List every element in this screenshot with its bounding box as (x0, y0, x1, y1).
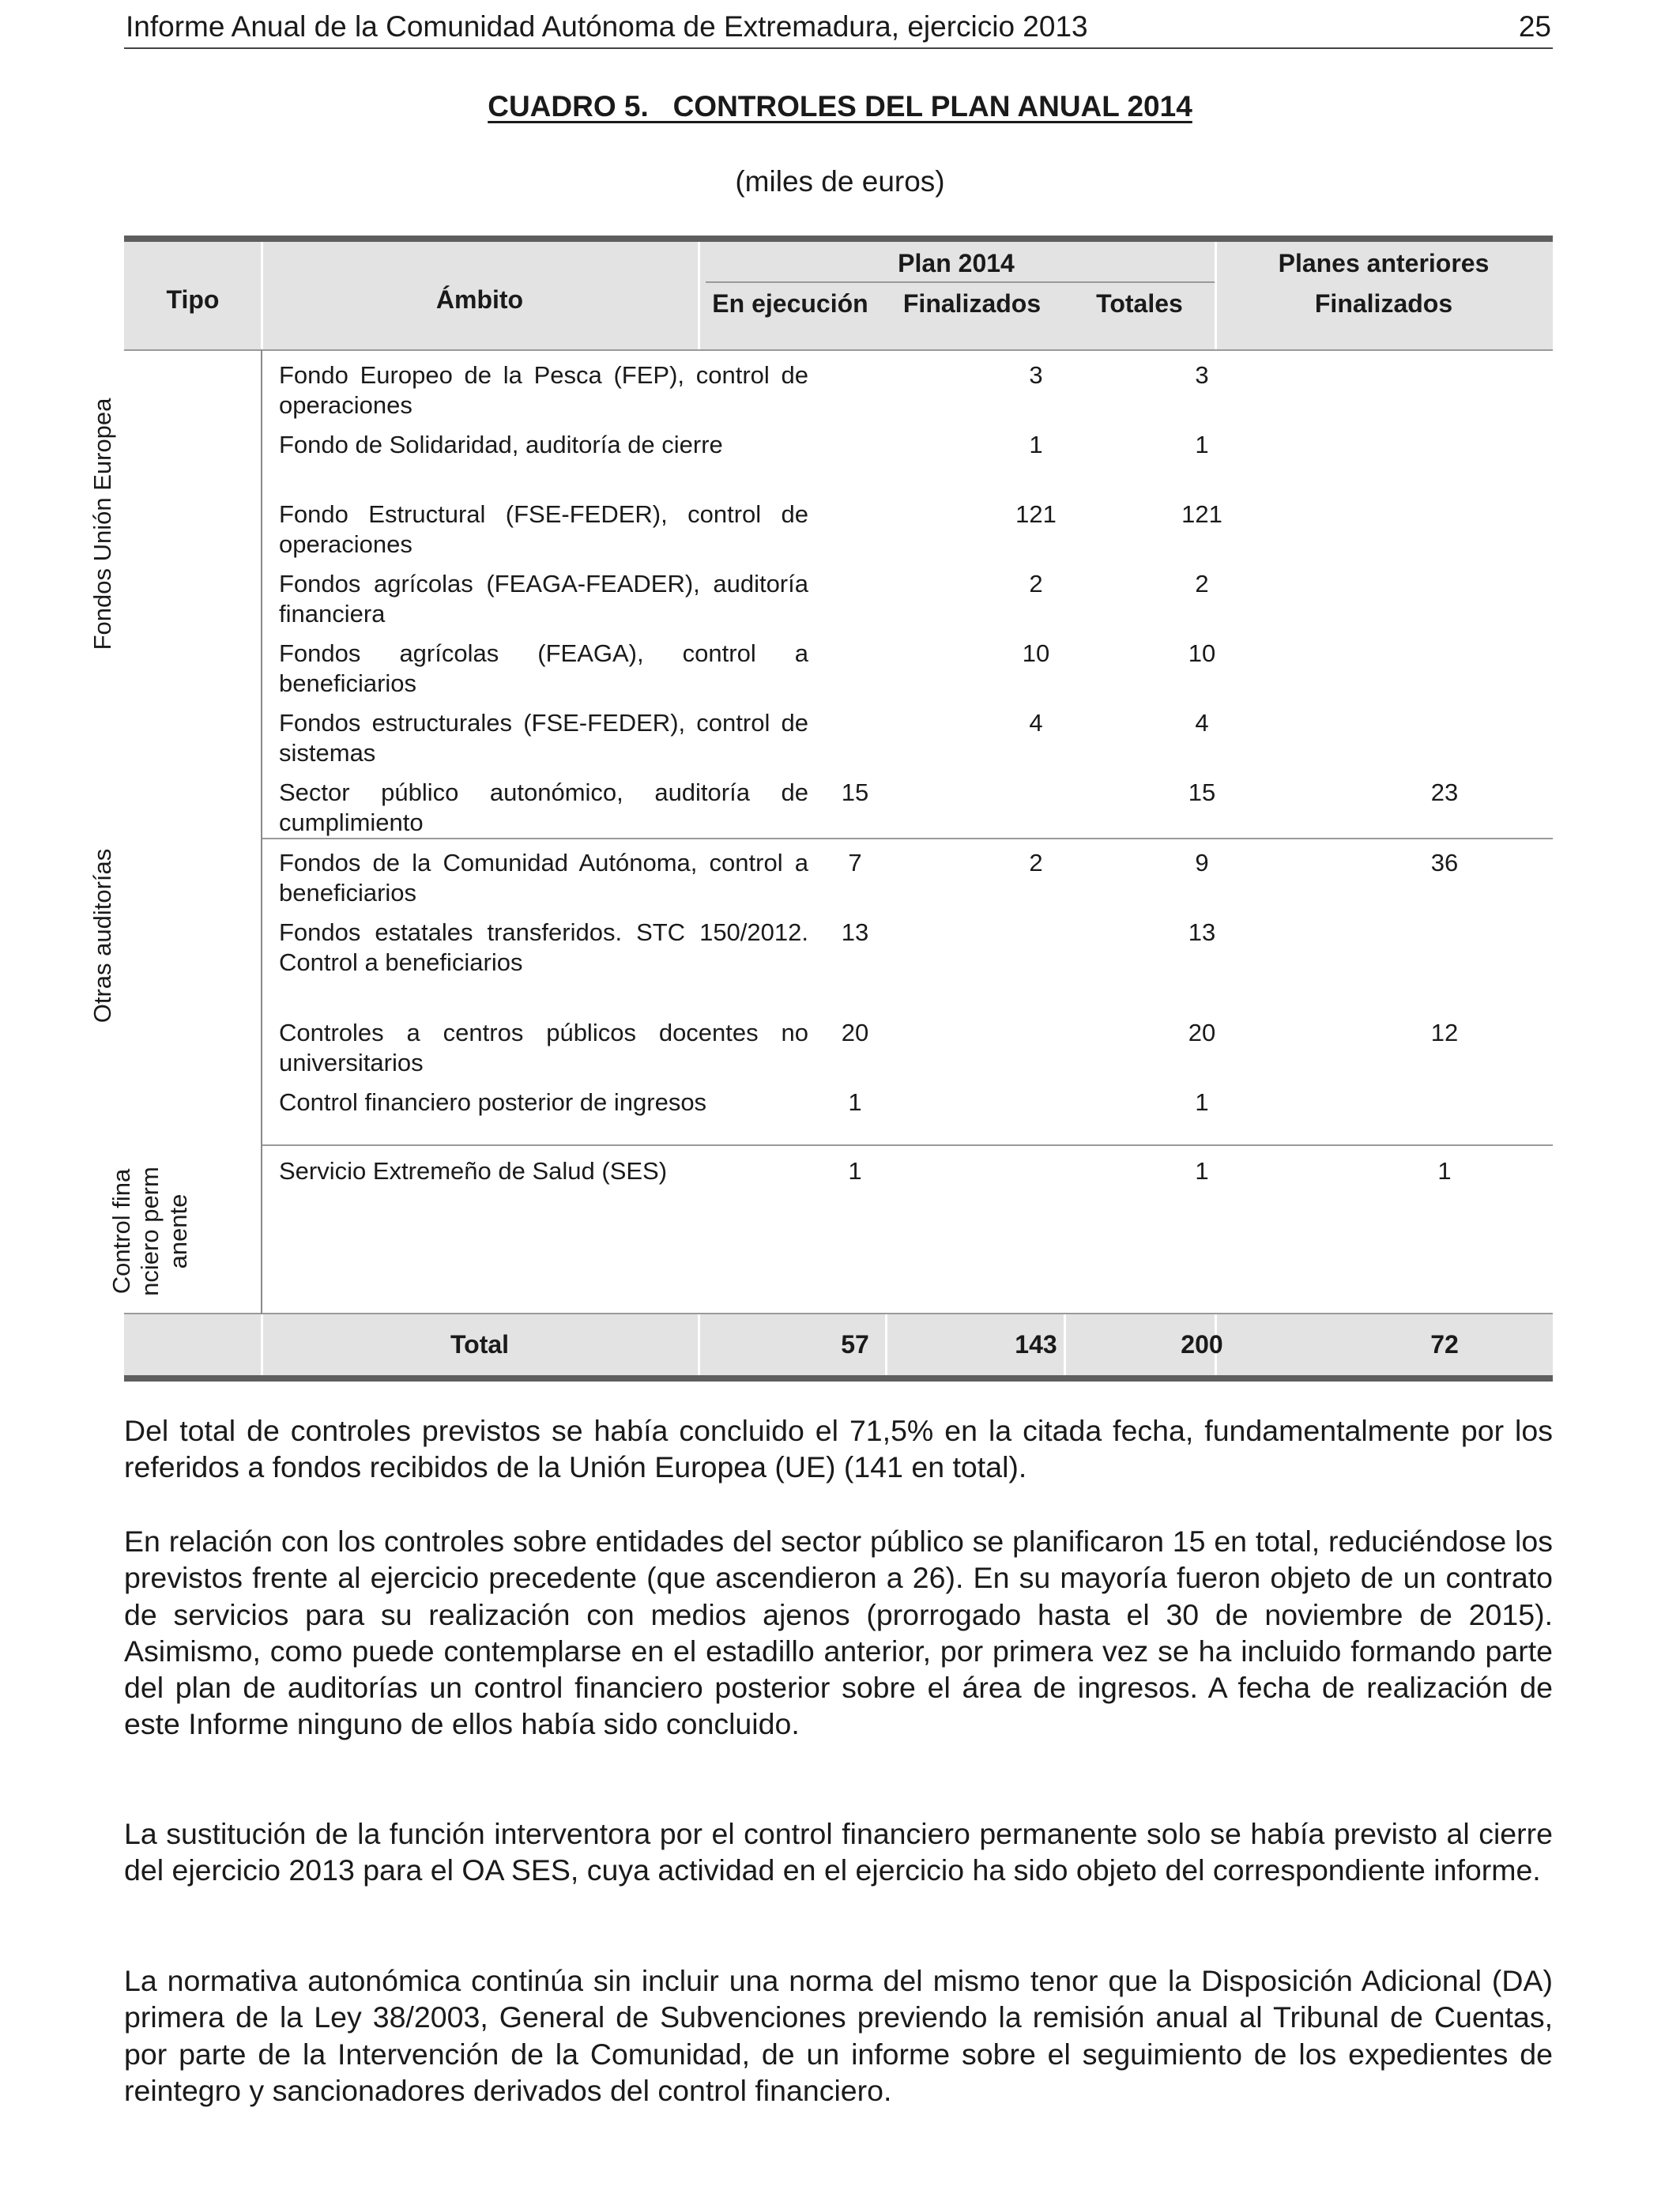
paragraph: La normativa autonómica continúa sin incluir una norma del mismo tenor que la Disposición Adicional (DA) primera de la Ley 38/2003, General de Subvenciones previendo la remisión anual al Tribunal de Cuentas, por parte de la Intervención de la Comunidad, de un informe sobre el seguimiento de los expedientes de reintegro y sancionadores derivados del control financiero. (124, 1964, 1553, 2107)
total-en-ejecucion: 57 (841, 1330, 869, 1359)
total-label: Total (450, 1330, 510, 1359)
row-anteriores: 36 (1430, 849, 1459, 876)
row-ambito: Fondo Estructural (FSE-FEDER), control de operaciones (279, 500, 808, 558)
row-ambito: Servicio Extremeño de Salud (SES) (279, 1157, 668, 1185)
tipo-column-divider (261, 349, 262, 1314)
row-ambito: Fondo Europeo de la Pesca (FEP), control de operaciones (279, 361, 808, 419)
header-plan-2014: Plan 2014 (898, 249, 1015, 277)
paragraph: La sustitución de la función interventora por el control financiero permanente solo se había previsto al cierre del ejercicio 2013 para el OA SES, cuya actividad en el ejercicio ha sido objeto del correspondiente informe. (124, 1817, 1553, 1887)
header-totales: Totales (1096, 289, 1183, 318)
table-top-rule (124, 236, 1553, 242)
page-number: 25 (1518, 10, 1551, 43)
row-totales: 1 (1195, 1157, 1209, 1185)
row-ambito: Control financiero posterior de ingresos (279, 1088, 707, 1116)
row-totales: 15 (1188, 778, 1216, 806)
row-ambito: Fondos estatales transferidos. STC 150/2012. Control a beneficiarios (279, 918, 808, 976)
category-control-financiero: Control financiero permanente (107, 1167, 192, 1296)
row-finalizados: 10 (1022, 639, 1050, 667)
separator-line (262, 838, 1553, 839)
row-totales: 4 (1195, 709, 1209, 737)
table-title (0, 87, 1680, 126)
row-finalizados: 2 (1029, 849, 1043, 876)
category-otras-auditorias: Otras auditorías (89, 848, 116, 1023)
header-divider (698, 242, 700, 349)
row-anteriores: 1 (1437, 1157, 1452, 1185)
report-title: Informe Anual de la Comunidad Autónoma de Extremadura, ejercicio 2013 (126, 10, 1088, 43)
header-bottom-line (124, 349, 1553, 351)
row-totales: 1 (1195, 431, 1209, 458)
row-ambito: Controles a centros públicos docentes no universitarios (279, 1019, 808, 1076)
header-divider (1215, 242, 1217, 349)
separator-line (262, 1144, 1553, 1146)
row-totales: 2 (1195, 570, 1209, 598)
table-units: (miles de euros) (735, 165, 945, 198)
row-finalizados: 121 (1015, 500, 1057, 528)
header-en-ejecucion: En ejecución (712, 289, 868, 318)
row-ambito: Fondo de Solidaridad, auditoría de cierre (279, 431, 723, 458)
row-en-ejecucion: 7 (848, 849, 862, 876)
row-totales: 13 (1188, 918, 1216, 946)
table-total-row (124, 1314, 1553, 1375)
header-planes-finalizados: Finalizados (1314, 289, 1453, 318)
row-totales: 3 (1195, 361, 1209, 389)
row-finalizados: 3 (1029, 361, 1043, 389)
row-en-ejecucion: 15 (841, 778, 869, 806)
row-en-ejecucion: 1 (848, 1157, 862, 1185)
running-header (124, 6, 1553, 49)
row-ambito: Fondos estructurales (FSE-FEDER), control de sistemas (279, 709, 808, 767)
row-totales: 121 (1181, 500, 1222, 528)
total-anteriores: 72 (1430, 1330, 1459, 1359)
total-totales: 200 (1181, 1330, 1223, 1359)
table-bottom-rule (124, 1375, 1553, 1382)
table-title-text: CUADRO 5. CONTROLES DEL PLAN ANUAL 2014 (488, 90, 1192, 123)
row-en-ejecucion: 1 (848, 1088, 862, 1116)
row-ambito: Fondos de la Comunidad Autónoma, control a beneficiarios (279, 849, 808, 907)
row-en-ejecucion: 20 (841, 1019, 869, 1046)
row-totales: 9 (1195, 849, 1209, 876)
header-tipo: Tipo (166, 285, 220, 314)
row-ambito: Fondos agrícolas (FEAGA-FEADER), auditoría financiera (279, 570, 808, 628)
category-fondos-ue: Fondos Unión Europea (89, 398, 116, 650)
header-ambito: Ámbito (435, 285, 524, 314)
row-ambito: Sector público autonómico, auditoría de cumplimiento (279, 778, 808, 836)
row-en-ejecucion: 13 (841, 918, 869, 946)
total-finalizados: 143 (1015, 1330, 1057, 1359)
plan-2014-underline (706, 281, 1215, 283)
paragraph: En relación con los controles sobre entidades del sector público se planificaron 15 en total, reduciéndose los previstos frente al ejercicio precedente (que ascendieron a 26). En su mayoría fueron objeto de un contrato de servicios para su realización con medios ajenos (prorrogado hasta el 30 de noviembre de 2015). Asimismo, como puede contemplarse en el estadillo anterior, por primera vez se ha incluido formando parte del plan de auditorías un control financiero posterior sobre el área de ingresos. A fecha de realización de este Informe ninguno de ellos había sido concluido. (124, 1525, 1553, 1741)
header-planes-anteriores: Planes anteriores (1278, 249, 1490, 277)
row-finalizados: 1 (1029, 431, 1043, 458)
row-anteriores: 23 (1430, 778, 1459, 806)
row-totales: 10 (1188, 639, 1216, 667)
row-totales: 1 (1195, 1088, 1209, 1116)
row-finalizados: 4 (1029, 709, 1043, 737)
row-anteriores: 12 (1430, 1019, 1459, 1046)
row-ambito: Fondos agrícolas (FEAGA), control a beneficiarios (279, 639, 808, 697)
paragraph: Del total de controles previstos se había concluido el 71,5% en la citada fecha, fundamentalmente por los referidos a fondos recibidos de la Unión Europea (UE) (141 en total). (124, 1414, 1553, 1484)
row-totales: 20 (1188, 1019, 1216, 1046)
header-finalizados: Finalizados (902, 289, 1042, 318)
row-finalizados: 2 (1029, 570, 1043, 598)
